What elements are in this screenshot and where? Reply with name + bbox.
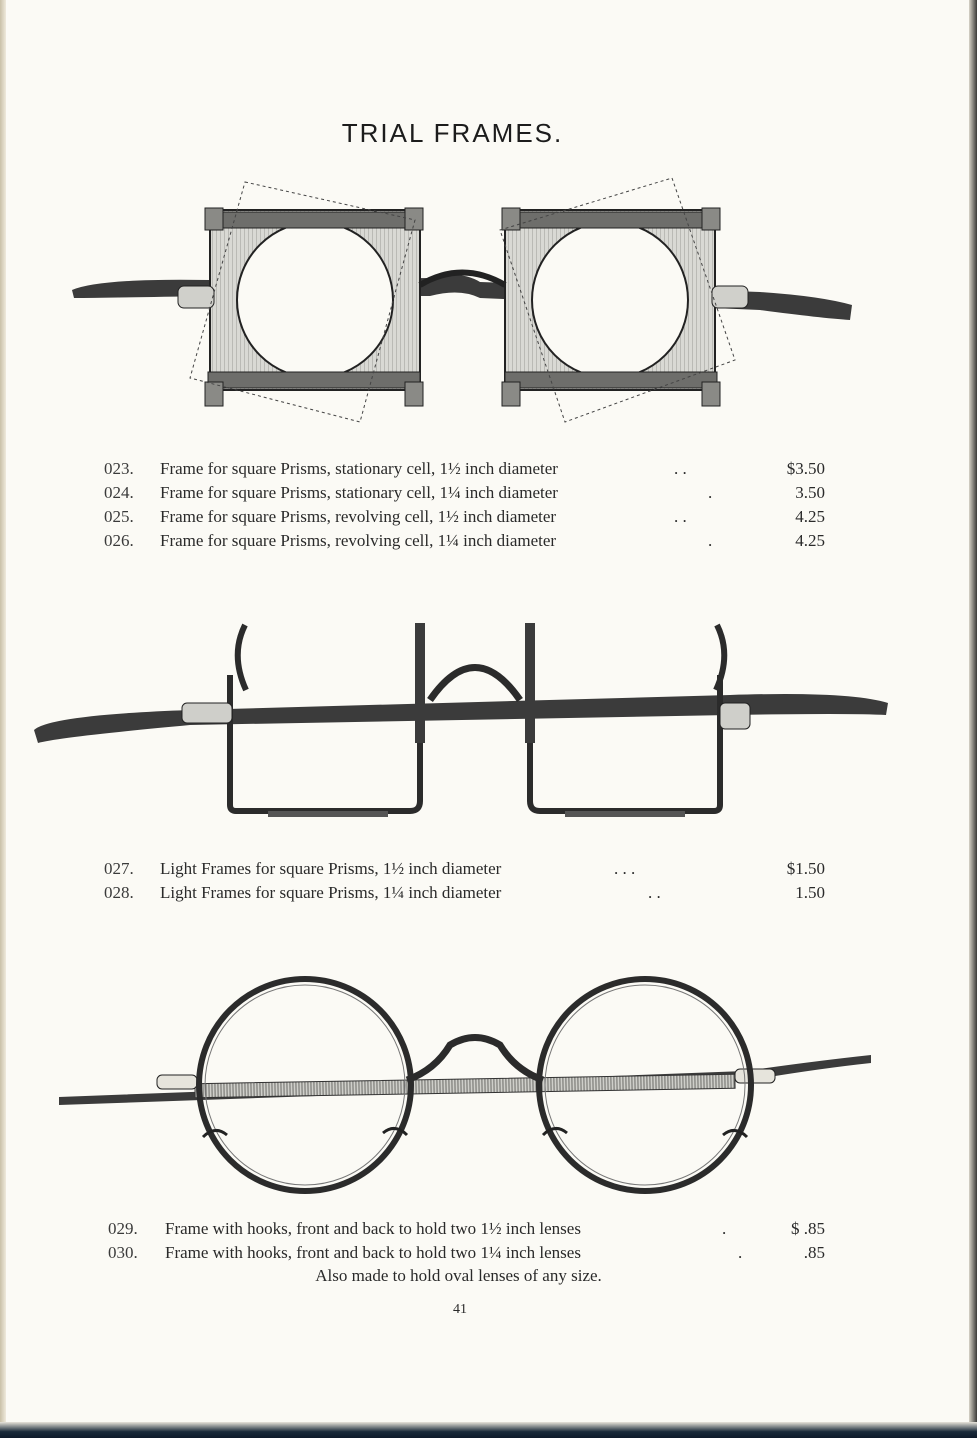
catalog-row-024 <box>0 481 905 505</box>
catalog-row-026 <box>0 529 905 553</box>
dot-leader: . . <box>674 459 687 478</box>
light-frame-illustration <box>30 615 900 830</box>
catalog-row-023 <box>0 457 905 481</box>
item-price: $3.50 <box>786 459 825 478</box>
item-number: 029. <box>108 1219 138 1238</box>
oval-lens-note: Also made to hold oval lenses of any size. <box>315 1266 602 1285</box>
item-description: Light Frames for square Prisms, 1½ inch diameter <box>160 859 502 878</box>
dot-leader: . <box>708 531 713 550</box>
item-description: Frame for square Prisms, revolving cell, 1¼ inch diameter <box>160 531 557 550</box>
item-price: 4.25 <box>795 531 825 550</box>
dot-leader: . <box>722 1219 727 1238</box>
item-description: Frame for square Prisms, stationary cell, 1¼ inch diameter <box>160 483 558 502</box>
square-prism-frame-illustration <box>60 160 860 440</box>
item-number: 027. <box>104 859 134 878</box>
catalog-row-027 <box>0 857 905 881</box>
item-description: Frame for square Prisms, revolving cell, 1½ inch diameter <box>160 507 557 526</box>
catalog-row-025 <box>0 505 905 529</box>
item-number: 030. <box>108 1243 138 1262</box>
item-price: 3.50 <box>795 483 825 502</box>
item-number: 023. <box>104 459 134 478</box>
dot-leader: . <box>708 483 713 502</box>
dot-leader: . . . <box>614 859 636 878</box>
item-number: 028. <box>104 883 134 902</box>
item-price: $1.50 <box>786 859 825 878</box>
catalog-row-030 <box>0 1241 905 1265</box>
catalog-row-028 <box>0 881 905 905</box>
page-title: TRIAL FRAMES. <box>341 118 564 148</box>
item-description: Light Frames for square Prisms, 1¼ inch diameter <box>160 883 502 902</box>
item-price: 1.50 <box>795 883 825 902</box>
item-number: 026. <box>104 531 134 550</box>
dot-leader: . . <box>674 507 687 526</box>
item-price: $ .85 <box>791 1219 825 1238</box>
page-right-edge <box>969 0 977 1438</box>
page-number: 41 <box>453 1302 467 1317</box>
page-bottom-edge <box>0 1422 977 1438</box>
round-hook-frame-illustration <box>55 975 875 1195</box>
item-description: Frame for square Prisms, stationary cell, 1½ inch diameter <box>160 459 558 478</box>
catalog-row-029 <box>0 1217 905 1241</box>
item-description: Frame with hooks, front and back to hold two 1½ inch lenses <box>165 1219 581 1238</box>
dot-leader: . . <box>648 883 661 902</box>
item-price: 4.25 <box>795 507 825 526</box>
item-description: Frame with hooks, front and back to hold two 1¼ inch lenses <box>165 1243 581 1262</box>
dot-leader: . <box>738 1243 743 1262</box>
item-number: 025. <box>104 507 134 526</box>
item-price: .85 <box>803 1243 825 1262</box>
item-number: 024. <box>104 483 134 502</box>
